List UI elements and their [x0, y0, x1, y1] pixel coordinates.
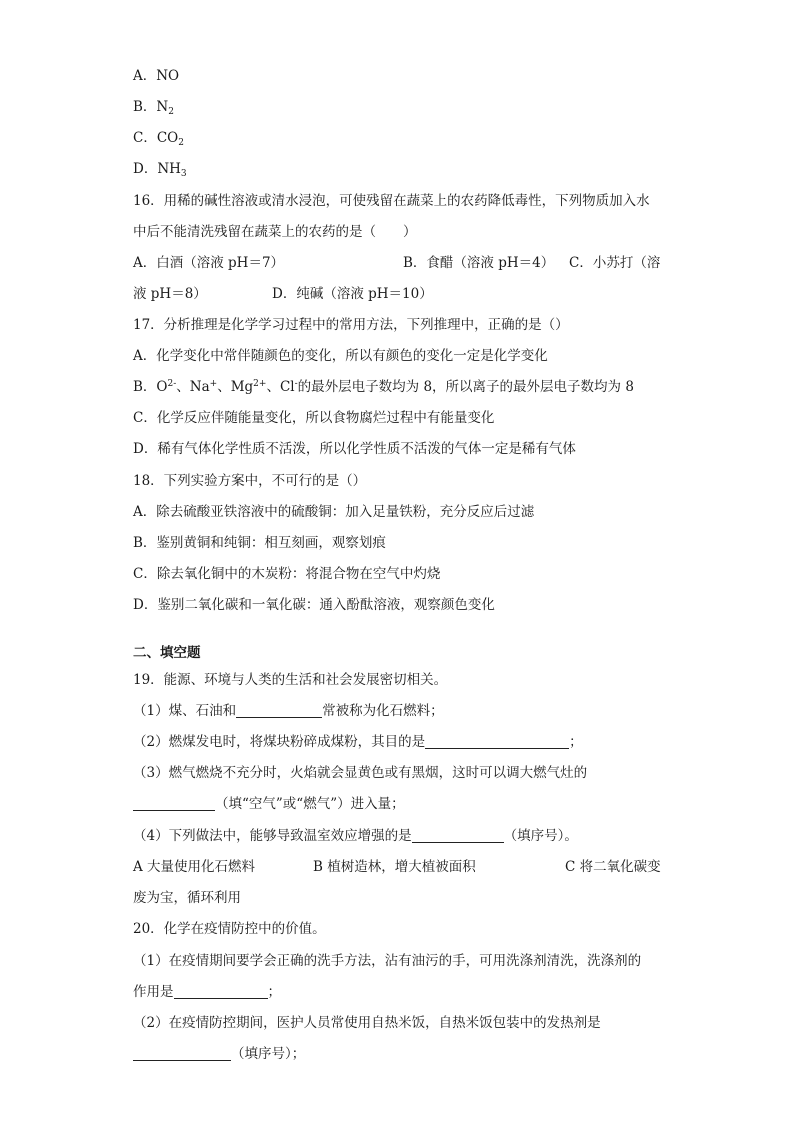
- q18-option-d: D．鉴别二氧化碳和一氧化碳：通入酚酞溶液，观察颜色变化: [133, 597, 495, 613]
- q17-option-b-sup4: -: [294, 379, 298, 389]
- q19-option-c-part2: 废为宝，循环利用: [133, 890, 241, 906]
- q17-option-b-text5: 的最外层电子数均为 8，所以离子的最外层电子数均为 8: [297, 379, 634, 395]
- q19-part3-text-after: （填“空气”或“燃气”）进入量；: [215, 796, 405, 812]
- q18-option-c: C．除去氧化铜中的木炭粉：将混合物在空气中灼烧: [133, 566, 441, 582]
- q19-part2-text-after: ；: [569, 734, 583, 750]
- q20-part1-line2: [133, 983, 281, 1001]
- q17-option-a: A．化学变化中常伴随颜色的变化，所以有颜色的变化一定是化学变化: [133, 348, 548, 364]
- q16-option-d: D．纯碱（溶液 pH＝10）: [272, 286, 433, 302]
- q20-part1-text-after: ；: [267, 984, 281, 1000]
- q20-blank-2[interactable]: [133, 1046, 231, 1061]
- q20-blank-1[interactable]: [174, 984, 268, 999]
- q19-blank-4[interactable]: [412, 828, 504, 843]
- q19-part1-text: （1）煤、石油和: [133, 703, 237, 719]
- q17-option-b-sup3: 2+: [253, 379, 267, 389]
- q17-option-b-text3: 、Mg: [217, 379, 254, 395]
- q20-part2-line2: [133, 1045, 305, 1063]
- q16-option-c-part1: C．小苏打（溶: [569, 255, 661, 271]
- q16-stem-line1: 16．用稀的碱性溶液或清水浸泡，可使残留在蔬菜上的农药降低毒性，下列物质加入水: [133, 193, 650, 209]
- q15-option-b-subscript: 2: [168, 107, 174, 117]
- q18-option-b: B．鉴别黄铜和纯铜：相互刻画，观察划痕: [133, 535, 386, 551]
- q19-option-b: B 植树造林，增大植被面积: [313, 859, 476, 875]
- q20-part1-text: 作用是: [133, 984, 174, 1000]
- q19-part1: [133, 702, 444, 720]
- q15-option-c-text: C．CO: [133, 130, 179, 146]
- q15-option-c: [133, 129, 184, 147]
- q19-part2: [133, 733, 583, 751]
- q19-part4-text: （4）下列做法中，能够导致温室效应增强的是: [133, 828, 412, 844]
- q20-stem: 20．化学在疫情防控中的价值。: [133, 921, 326, 937]
- q20-part2-text-after: （填序号）；: [231, 1046, 306, 1062]
- q17-option-b-text1: B．O: [133, 379, 168, 395]
- q19-part3-line1: （3）燃气燃烧不充分时，火焰就会显黄色或有黑烟，这时可以调大燃气灶的: [133, 765, 588, 781]
- q16-option-a: A．白酒（溶液 pH＝7）: [133, 255, 285, 271]
- q15-option-b-text: B．N: [133, 99, 169, 115]
- q19-blank-1[interactable]: [236, 703, 322, 718]
- q17-option-d: D．稀有气体化学性质不活泼，所以化学性质不活泼的气体一定是稀有气体: [133, 441, 576, 457]
- q17-option-b-sup1: 2-: [167, 379, 177, 389]
- q17-option-b-sup2: +: [209, 379, 218, 389]
- q17-option-c: C．化学反应伴随能量变化，所以食物腐烂过程中有能量变化: [133, 410, 495, 426]
- q16-stem-line2: 中后不能清洗残留在蔬菜上的农药的是（ ）: [133, 224, 417, 240]
- q15-option-a-text: A．NO: [133, 68, 180, 84]
- q16-option-b: B．食醋（溶液 pH＝4）: [403, 255, 555, 271]
- q17-option-b: [133, 378, 634, 396]
- q15-option-c-subscript: 2: [178, 138, 184, 148]
- q15-option-d-text: D．NH: [133, 161, 181, 177]
- q19-blank-2[interactable]: [425, 734, 569, 749]
- q20-part1-line1: （1）在疫情期间要学会正确的洗手方法，沾有油污的手，可用洗涤剂清洗，洗涤剂的: [133, 953, 642, 969]
- q19-part1-text-after: 常被称为化石燃料；: [322, 703, 444, 719]
- section-title-fill-blank: 二、填空题: [133, 645, 201, 661]
- q16-option-c-part2: 液 pH＝8）: [133, 286, 207, 302]
- q19-part4: [133, 827, 578, 845]
- q17-option-b-text4: 、Cl: [266, 379, 295, 395]
- q15-option-d-subscript: 3: [180, 169, 187, 179]
- q17-stem: 17．分析推理是化学学习过程中的常用方法，下列推理中，正确的是（）: [133, 317, 569, 333]
- q19-blank-3[interactable]: [133, 796, 215, 811]
- q19-option-a: A 大量使用化石燃料: [133, 859, 256, 875]
- q18-stem: 18．下列实验方案中，不可行的是（）: [133, 473, 367, 489]
- q15-option-b: [133, 98, 174, 116]
- q15-option-d: [133, 160, 187, 178]
- q15-option-a: [133, 67, 179, 85]
- q19-part3-line2: [133, 795, 405, 813]
- q19-stem: 19．能源、环境与人类的生活和社会发展密切相关。: [133, 672, 448, 688]
- q20-part2-line1: （2）在疫情防控期间，医护人员常使用自热米饭，自热米饭包装中的发热剂是: [133, 1015, 601, 1031]
- q17-option-b-text2: 、Na: [176, 379, 210, 395]
- q19-part4-text-after: （填序号）。: [503, 828, 578, 844]
- q19-option-c-part1: C 将二氧化碳变: [565, 859, 661, 875]
- q18-option-a: A．除去硫酸亚铁溶液中的硫酸铜：加入足量铁粉，充分反应后过滤: [133, 504, 535, 520]
- q19-part2-text: （2）燃煤发电时，将煤块粉碎成煤粉，其目的是: [133, 734, 426, 750]
